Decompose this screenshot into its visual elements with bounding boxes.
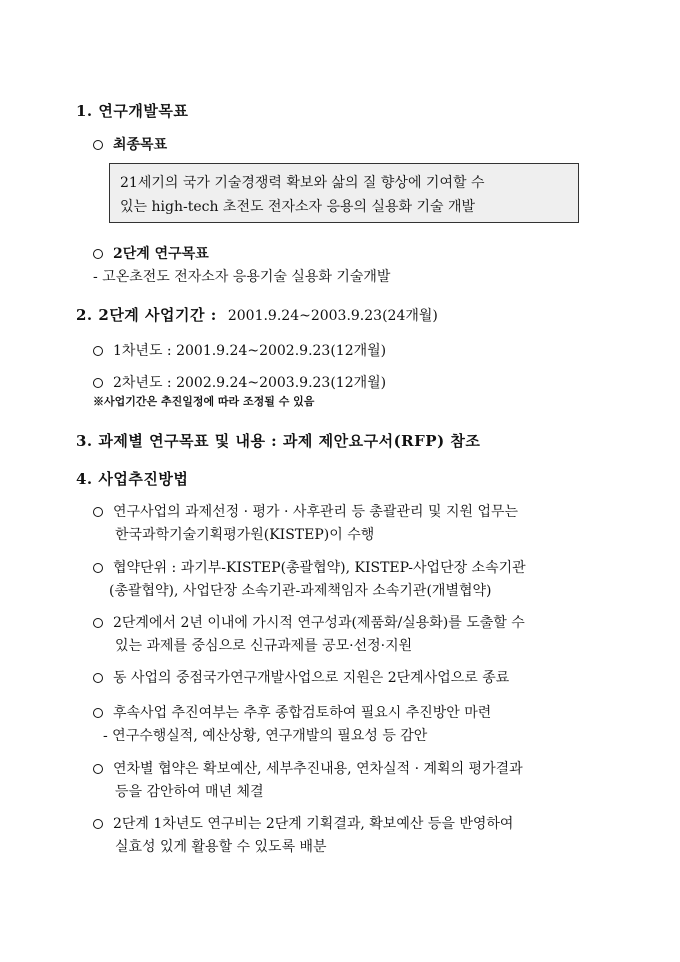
circle-bullet-icon — [93, 764, 103, 774]
section-2-period: 2001.9.24~2003.9.23(24개월) — [227, 308, 438, 324]
final-goal-item — [93, 134, 167, 154]
year1-text: 1차년도 : 2001.9.24~2002.9.23(12개월) — [113, 343, 387, 359]
final-goal-box-line-2: 있는 high-tech 초전도 전자소자 응용의 실용화 기술 개발 — [120, 199, 476, 215]
method-item-2 — [93, 557, 526, 577]
method-item-6-line-1: 연차별 협약은 확보예산, 세부추진내용, 연차실적 · 계획의 평가결과 — [113, 761, 523, 777]
circle-bullet-icon — [93, 708, 103, 718]
circle-bullet-icon — [93, 249, 103, 259]
method-item-3-line-1: 2단계에서 2년 이내에 가시적 연구성과(제품화/실용화)를 도출할 수 — [113, 615, 525, 631]
circle-bullet-icon — [93, 378, 103, 388]
method-item-7-line-1: 2단계 1차년도 연구비는 2단계 기획결과, 확보예산 등을 반영하여 — [113, 816, 514, 832]
stage2-goal-item — [93, 243, 209, 263]
method-item-5-line-1: 후속사업 추진여부는 추후 종합검토하여 필요시 추진방안 마련 — [113, 705, 492, 721]
section-2-heading — [76, 304, 438, 325]
method-item-4 — [93, 667, 509, 687]
method-item-4-line-1: 동 사업의 중점국가연구개발사업으로 지원은 2단계사업으로 종료 — [113, 670, 510, 686]
method-item-7-line-2: 실효성 있게 활용할 수 있도록 배분 — [115, 839, 327, 855]
stage2-goal-text: - 고온초전도 전자소자 응용기술 실용화 기술개발 — [93, 269, 391, 285]
method-item-2-line-2: (총괄협약), 사업단장 소속기관-과제책임자 소속기관(개별협약) — [109, 583, 492, 599]
method-item-5 — [93, 702, 491, 722]
section-4-heading: 4. 사업추진방법 — [76, 470, 189, 488]
circle-bullet-icon — [93, 507, 103, 517]
circle-bullet-icon — [93, 673, 103, 683]
final-goal-label: 최종목표 — [113, 137, 168, 153]
method-item-1-line-2: 한국과학기술기획평가원(KISTEP)이 수행 — [115, 527, 375, 543]
year1-item — [93, 340, 386, 360]
period-note: ※사업기간은 추진일정에 따라 조정될 수 있음 — [93, 395, 315, 408]
method-item-2-line-1: 협약단위 : 과기부-KISTEP(총괄협약), KISTEP-사업단장 소속기관 — [113, 560, 526, 576]
method-item-7 — [93, 813, 513, 833]
circle-bullet-icon — [93, 346, 103, 356]
method-item-5-line-2: - 연구수행실적, 예산상황, 연구개발의 필요성 등 감안 — [103, 728, 428, 744]
circle-bullet-icon — [93, 563, 103, 573]
year2-text: 2차년도 : 2002.9.24~2003.9.23(12개월) — [113, 375, 387, 391]
method-item-6 — [93, 758, 523, 778]
circle-bullet-icon — [93, 618, 103, 628]
method-item-1-line-1: 연구사업의 과제선정 · 평가 · 사후관리 등 총괄관리 및 지원 업무는 — [113, 504, 519, 520]
section-3-heading: 3. 과제별 연구목표 및 내용 : 과제 제안요구서(RFP) 참조 — [76, 432, 481, 450]
final-goal-box-line-1: 21세기의 국가 기술경쟁력 확보와 삶의 질 향상에 기여할 수 — [120, 175, 485, 191]
final-goal-box — [109, 163, 579, 223]
year2-item — [93, 372, 386, 392]
section-1-heading: 1. 연구개발목표 — [76, 102, 189, 120]
circle-bullet-icon — [93, 819, 103, 829]
stage2-goal-label: 2단계 연구목표 — [113, 246, 209, 262]
section-2-heading-label: 2. 2단계 사업기간 : — [76, 306, 217, 324]
method-item-3-line-2: 있는 과제를 중심으로 신규과제를 공모·선정·지원 — [115, 638, 413, 654]
method-item-6-line-2: 등을 감안하여 매년 체결 — [115, 784, 264, 800]
circle-bullet-icon — [93, 140, 103, 150]
method-item-1 — [93, 501, 518, 521]
method-item-3 — [93, 612, 525, 632]
